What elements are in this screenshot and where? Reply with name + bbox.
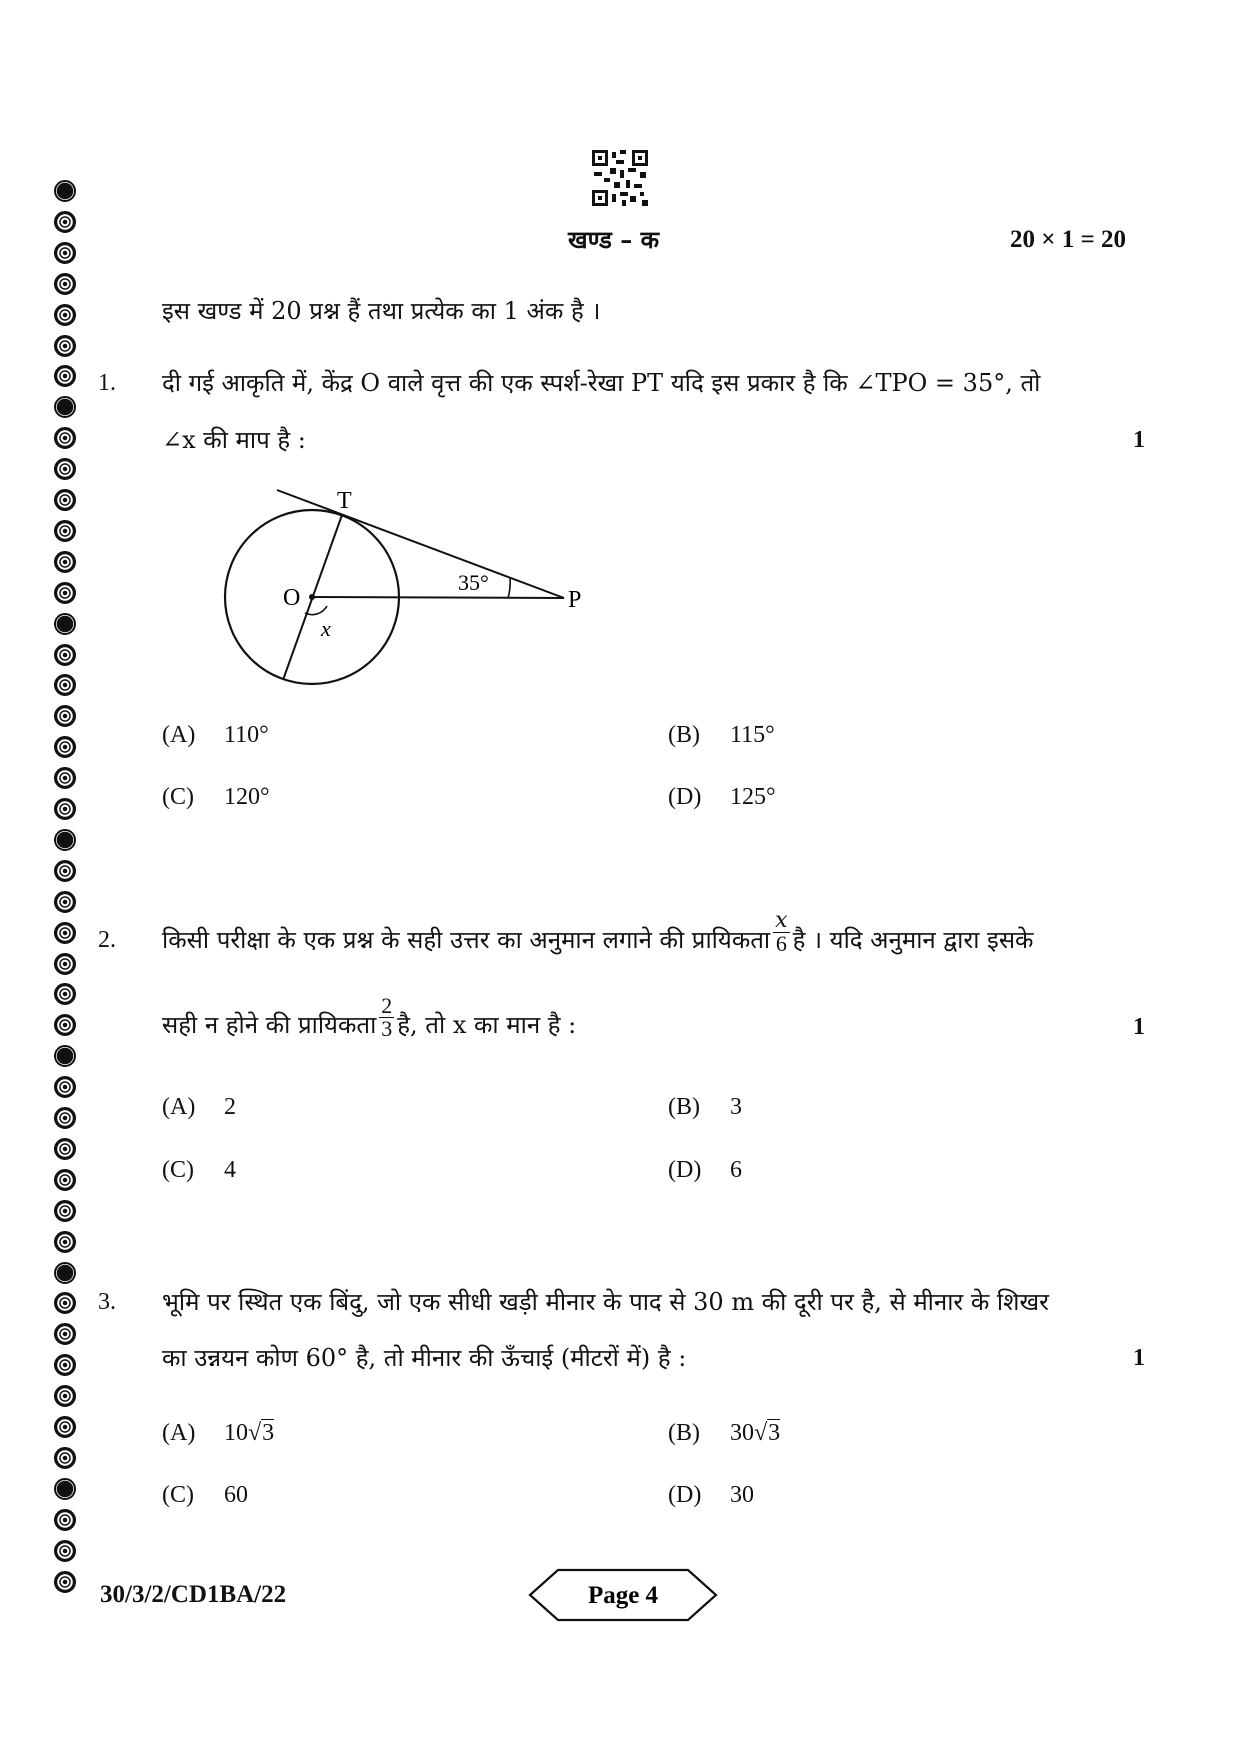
concentric-circle-icon xyxy=(54,458,76,480)
concentric-circle-icon xyxy=(54,1076,76,1098)
option-b[interactable]: (B) 30√3 xyxy=(668,1420,781,1446)
concentric-circle-icon xyxy=(54,304,76,326)
option-label: (D) xyxy=(668,1482,702,1508)
question-marks: 1 xyxy=(1133,1014,1145,1040)
concentric-circle-icon xyxy=(54,1262,76,1284)
concentric-circle-icon xyxy=(54,1231,76,1253)
concentric-circle-icon xyxy=(54,1323,76,1345)
concentric-circle-icon xyxy=(54,829,76,851)
question-text: भूमि पर स्थित एक बिंदु, जो एक सीधी खड़ी मीनार के पाद से 30 m की दूरी पर है, से मीनार के शिखर xyxy=(162,1288,1049,1316)
option-value: 6 xyxy=(730,1157,742,1183)
option-d[interactable] xyxy=(668,782,776,812)
concentric-circle-icon xyxy=(54,953,76,975)
question-text: ∠x की माप है : xyxy=(162,426,306,454)
concentric-circle-icon xyxy=(54,1045,76,1067)
label-p: P xyxy=(568,587,582,613)
question-text: सही न होने की प्रायिकता $\frac{2}{3}$ है, तो x का मान है : xyxy=(162,993,577,1041)
option-c[interactable] xyxy=(162,782,270,812)
concentric-circle-icon xyxy=(54,1200,76,1222)
option-label: (A) xyxy=(162,1094,196,1120)
option-value: 30 xyxy=(730,1482,754,1508)
option-label: (D) xyxy=(668,1157,702,1183)
concentric-circle-icon xyxy=(54,674,76,696)
option-label: (B) xyxy=(668,1094,700,1120)
concentric-circle-icon xyxy=(54,767,76,789)
option-label: (C) xyxy=(162,1157,194,1183)
question-number: 1. xyxy=(98,370,116,396)
concentric-circle-icon xyxy=(54,613,76,635)
concentric-circle-icon xyxy=(54,242,76,264)
concentric-circle-icon xyxy=(54,211,76,233)
concentric-circle-icon xyxy=(54,1138,76,1160)
concentric-circle-icon xyxy=(54,891,76,913)
label-x: x xyxy=(321,616,331,641)
option-value: 3 xyxy=(730,1094,742,1120)
concentric-circle-icon xyxy=(54,983,76,1005)
option-value: 120° xyxy=(224,784,270,810)
option-c[interactable] xyxy=(162,1155,236,1185)
option-a[interactable] xyxy=(162,1092,236,1122)
qr-code-icon xyxy=(592,150,648,206)
option-d[interactable] xyxy=(668,1155,742,1185)
question-number: 3. xyxy=(98,1289,116,1315)
concentric-circle-icon xyxy=(54,273,76,295)
concentric-circle-icon xyxy=(54,1509,76,1531)
concentric-circle-icon xyxy=(54,520,76,542)
option-d[interactable] xyxy=(668,1480,754,1510)
question-number: 2. xyxy=(98,927,116,953)
label-t: T xyxy=(337,488,352,514)
concentric-circle-icon xyxy=(54,1478,76,1500)
sqrt: √3 xyxy=(754,1420,781,1446)
paper-code: 30/3/2/CD1BA/22 xyxy=(100,1581,287,1608)
concentric-circle-icon xyxy=(54,1385,76,1407)
concentric-circle-icon xyxy=(54,396,76,418)
concentric-circle-icon xyxy=(54,1107,76,1129)
concentric-circle-icon xyxy=(54,736,76,758)
option-label: (D) xyxy=(668,784,702,810)
concentric-circle-icon xyxy=(54,551,76,573)
section-instruction: इस खण्ड में 20 प्रश्न हैं तथा प्रत्येक का 1 अंक है । xyxy=(162,297,601,325)
option-label: (B) xyxy=(668,722,700,748)
concentric-circle-icon xyxy=(54,1416,76,1438)
option-label: (C) xyxy=(162,784,194,810)
question-marks: 1 xyxy=(1133,427,1145,453)
page-number-badge xyxy=(528,1568,718,1622)
option-value: 2 xyxy=(224,1094,236,1120)
concentric-circle-icon xyxy=(54,582,76,604)
question-marks: 1 xyxy=(1133,1345,1145,1371)
question-text: का उन्नयन कोण 60° है, तो मीनार की ऊँचाई (मीटरों में) है : xyxy=(162,1344,687,1372)
concentric-circle-icon xyxy=(54,1447,76,1469)
label-o: O xyxy=(283,585,301,611)
option-label: (C) xyxy=(162,1482,194,1508)
concentric-circle-icon xyxy=(54,1014,76,1036)
concentric-circle-icon xyxy=(54,1571,76,1593)
option-value: 125° xyxy=(730,784,776,810)
option-label: (B) xyxy=(668,1420,700,1446)
concentric-circle-icon xyxy=(54,335,76,357)
concentric-circle-icon xyxy=(54,705,76,727)
option-a[interactable]: (A) 10√3 xyxy=(162,1420,275,1446)
tangent-circle-figure xyxy=(215,478,595,688)
concentric-circle-icon xyxy=(54,180,76,202)
concentric-circle-icon xyxy=(54,365,76,387)
concentric-circle-icon xyxy=(54,1540,76,1562)
section-title: खण्ड – क xyxy=(568,225,660,254)
label-angle: 35° xyxy=(458,570,489,595)
sqrt: √3 xyxy=(248,1420,275,1446)
option-label: (A) xyxy=(162,722,196,748)
concentric-circle-icon xyxy=(54,1354,76,1376)
concentric-circle-icon xyxy=(54,427,76,449)
option-value: 4 xyxy=(224,1157,236,1183)
option-value: 115° xyxy=(730,722,775,748)
option-b[interactable] xyxy=(668,1092,742,1122)
question-text: किसी परीक्षा के एक प्रश्न के सही उत्तर का अनुमान लगाने की प्रायिकता $\frac{x}{6}$ है । यदि अनुमान द्वारा इसके xyxy=(162,908,1034,956)
section-marks: 20 × 1 = 20 xyxy=(1010,226,1126,253)
concentric-circle-icon xyxy=(54,922,76,944)
option-label: (A) xyxy=(162,1420,196,1446)
page-label: Page 4 xyxy=(587,1582,659,1609)
concentric-circle-icon xyxy=(54,644,76,666)
concentric-circle-icon xyxy=(54,1292,76,1314)
concentric-circle-icon xyxy=(54,1169,76,1191)
concentric-circle-icon xyxy=(54,489,76,511)
question-text: दी गई आकृति में, केंद्र O वाले वृत्त की एक स्पर्श-रेखा PT यदि इस प्रकार है कि ∠TPO = 35°, तो xyxy=(162,369,1041,397)
option-c[interactable] xyxy=(162,1480,248,1510)
concentric-circle-icon xyxy=(54,860,76,882)
concentric-circle-icon xyxy=(54,798,76,820)
option-value: 110° xyxy=(224,722,269,748)
option-a[interactable] xyxy=(162,720,269,750)
option-b[interactable] xyxy=(668,720,775,750)
option-value: 60 xyxy=(224,1482,248,1508)
